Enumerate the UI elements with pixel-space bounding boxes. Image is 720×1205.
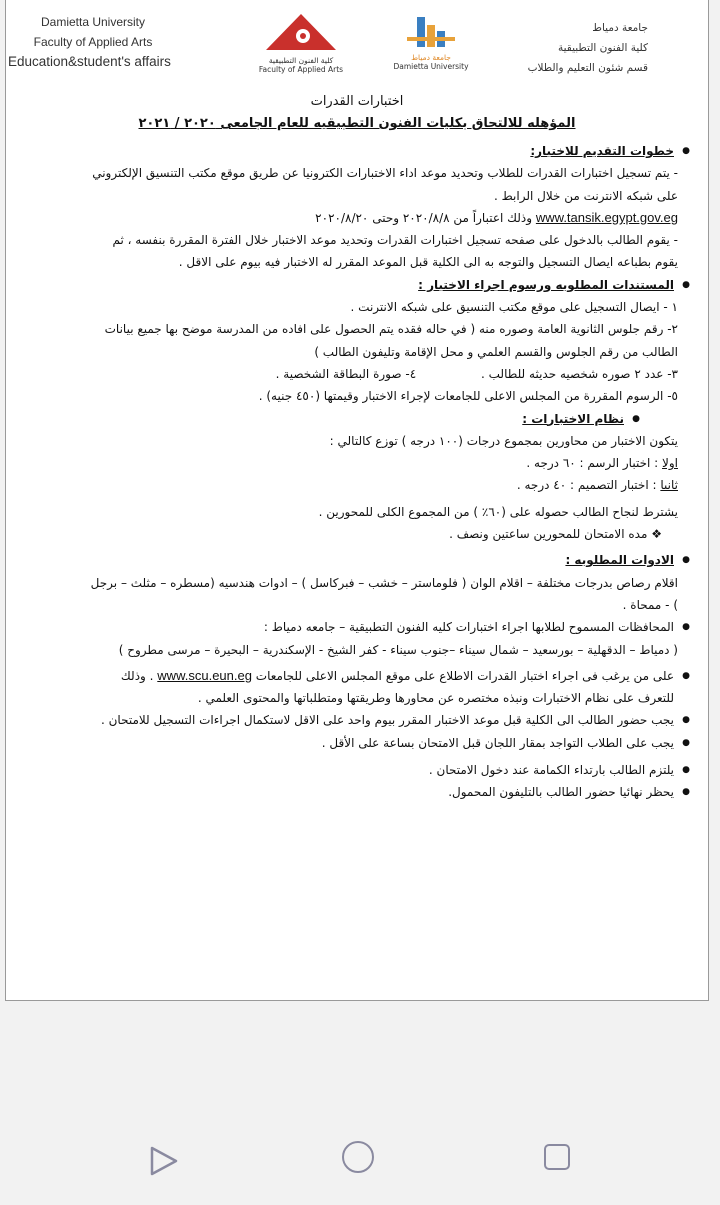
- home-circle-icon[interactable]: [342, 1141, 374, 1173]
- doc-item-1: ١ - ايصال التسجيل على موقع مكتب التنسيق على شبكه الانترنت .: [350, 300, 678, 315]
- exam-part-1-label: اولا: [662, 456, 678, 471]
- faculty-logo-icon: [246, 12, 356, 52]
- faculty-name-en: Faculty of Applied Arts: [33, 35, 153, 49]
- exam-pass-condition: يشترط لنجاح الطالب حصوله على (٦٠٪ ) من المجموع الكلى للمحورين .: [318, 504, 678, 519]
- university-logo: [391, 15, 471, 73]
- scu-note-text-2: . وذلك للتعرف على نظام الاختبارات ونبذه مختصره عن محاورها وطريقتها ومتطلباتها والمحتوى العلمي .: [120, 668, 674, 706]
- doc-item-5: ٥- الرسوم المقررة من المجلس الاعلى للجامعات لإجراء الاختبار وقيمتها (٤٥٠ جنيه) .: [258, 389, 678, 404]
- doc-item-3: ٣- عدد ٢ صوره شخصيه حديثه للطالب .: [481, 366, 678, 381]
- required-docs-heading: ● المستندات المطلوبه ورسوم اجراء الاختبار :: [90, 274, 690, 296]
- scu-note-text: على من يرغب فى اجراء اختبار القدرات الاطلاع على موقع المجلس الاعلى للجامعات: [255, 668, 674, 683]
- faculty-name-ar: كلية الفنون التطبيقية: [557, 42, 648, 54]
- tools-list: اقلام رصاص بدرجات مختلفة – اقلام الوان ( فلوماستر – خشب – فبركاسل ) – ادوات هندسيه (مسطره – مثلث – برجل ) - ممحاة .: [90, 575, 678, 612]
- exam-system-heading: ● نظام الاختبارات :: [90, 408, 640, 430]
- governorates-intro: ● المحافظات المسموح لطلابها اجراء اختبارات كليه الفنون التطبيقية – جامعه دمياط :: [90, 616, 690, 638]
- note-arrival: ● يجب حضور الطالب الى الكلية قبل موعد الاختبار المقرر بيوم واحد على الاقل لاستكمال اجراءات التسجيل للامتحان .: [90, 709, 690, 731]
- scu-note: [90, 665, 690, 710]
- diamond-bullet-icon: ❖: [651, 527, 662, 542]
- exam-part-2-label: ثانيا: [660, 478, 678, 493]
- apply-dates: وذلك اعتباراً من ٢٠٢٠/٨/٨ وحتى ٢٠٢٠/٨/٢٠: [315, 210, 533, 225]
- note-committee: ● يجب على الطلاب التواجد بمقار اللجان قبل الامتحان بساعة على الأقل .: [90, 732, 690, 754]
- exam-system-intro: يتكون الاختبار من محاورين بمجموع درجات (١٠٠ درجه ) توزع كالتالي :: [329, 433, 678, 448]
- tools-heading: ● الادوات المطلوبه :: [90, 549, 690, 571]
- department-name-en: Education&student's affairs: [8, 54, 171, 69]
- department-name-ar: قسم شئون التعليم والطلاب: [527, 62, 648, 74]
- document-page: [5, 0, 709, 1001]
- faculty-logo-caption-ar: كلية الفنون التطبيقية: [268, 56, 334, 65]
- faculty-logo-caption-en: Faculty of Applied Arts: [258, 65, 344, 74]
- back-triangle-icon[interactable]: [148, 1145, 180, 1177]
- apply-step-1-link-line: [90, 207, 690, 229]
- note-mask: ● يلتزم الطالب بارتداء الكمامة عند دخول الامتحان .: [90, 759, 690, 781]
- tansik-link[interactable]: www.tansik.egypt.gov.eg: [535, 209, 678, 225]
- recents-square-icon[interactable]: [544, 1144, 570, 1170]
- apply-step-1: - يتم تسجيل اختبارات القدرات للطلاب وتحديد موعد اداء الاختبارات الكترونيا عن طريق موقع مكتب التنسيق الإلكتروني على شبكه الانترنت من خلال الرابط .: [92, 166, 678, 203]
- document-subtitle: المؤهله للالتحاق بكليات الفنون التطبيقيه للعام الجامعى ٢٠٢٠ / ٢٠٢١: [138, 116, 576, 131]
- doc-item-4: ٤- صورة البطاقة الشخصية .: [275, 366, 417, 381]
- exam-part-1-text: : اختبار الرسم : ٦٠ درجه .: [526, 456, 659, 471]
- doc-items-3-4: [90, 363, 690, 385]
- apply-step-2: - يقوم الطالب بالدخول على صفحه تسجيل اختبارات القدرات وتحديد موعد الاختبار خلال الفترة المقررة بنفسه ، ثم يقوم بطباعه ايصال التسجيل والتوجه به الى الكلية قبل الموعد المقرر له الاختبار فيه بيوم على الاقل .: [112, 233, 678, 270]
- exam-duration: ❖ مده الامتحان للمحورين ساعتين ونصف .: [449, 527, 662, 542]
- university-name-ar: جامعة دمياط: [592, 22, 648, 34]
- scu-link[interactable]: www.scu.eun.eg: [157, 667, 252, 683]
- doc-item-2: ٢- رقم جلوس الثانوية العامة وصوره منه ( في حاله فقده يتم الحصول على افاده من المدرسة موضح بها جميع بيانات الطالب من رقم الجلوس والقسم العلمي و محل الإقامة وتليفون الطالب ): [104, 322, 678, 359]
- university-logo-caption-en: Damietta University: [393, 62, 469, 71]
- exam-part-2-text: : اختبار التصميم : ٤٠ درجه .: [516, 478, 657, 493]
- header-english: [8, 12, 248, 72]
- exam-part-2: [90, 474, 690, 496]
- note-phone: ● يحظر نهائيا حضور الطالب بالتليفون المحمول.: [90, 781, 690, 803]
- university-name-en: Damietta University: [40, 15, 146, 29]
- header-arabic: [468, 18, 648, 78]
- university-logo-caption-ar: جامعة دمياط: [411, 53, 451, 62]
- document-title: اختبارات القدرات: [310, 94, 404, 109]
- document-body: [90, 140, 690, 804]
- exam-part-1: [90, 452, 690, 474]
- university-logo-icon: [391, 15, 471, 49]
- governorates-list: ( دمياط – الدقهلية – بورسعيد – شمال سيناء –جنوب سيناء - كفر الشيخ - الإسكندرية – البحيرة – مرسى مطروح ): [118, 642, 678, 657]
- faculty-logo: [246, 12, 356, 78]
- apply-steps-heading: ● خطوات التقديم للاختبار:: [90, 140, 690, 162]
